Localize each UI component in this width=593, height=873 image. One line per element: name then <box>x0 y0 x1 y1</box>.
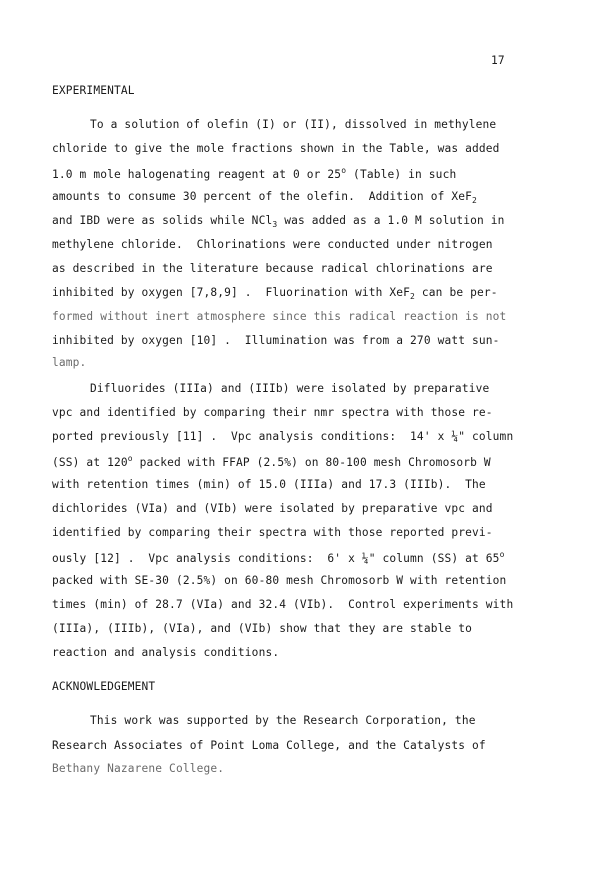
text-line: (IIIa), (IIIb), (VIa), and (VIb) show that they are stable to <box>52 622 473 635</box>
text-line: chloride to give the mole fractions shown in the Table, was added <box>52 142 500 155</box>
text-line: This work was supported by the Research Corporation, the <box>90 714 476 727</box>
text-line: reaction and analysis conditions. <box>52 646 280 659</box>
degree-sign: o <box>341 166 347 175</box>
text-line: 1.0 m mole halogenating reagent at 0 or 25$^o$ (Table) in such <box>52 166 457 181</box>
text-line: Difluorides (IIIa) and (IIIb) were isolated by preparative <box>90 382 490 395</box>
degree-sign: o <box>499 550 505 559</box>
heading-experimental: EXPERIMENTAL <box>52 84 135 97</box>
text-line: times (min) of 28.7 (VIa) and 32.4 (VIb). Control experiments with <box>52 598 514 611</box>
subscript: 3 <box>272 220 278 229</box>
text-line: identified by comparing their spectra with those reported previ- <box>52 526 493 539</box>
text-line: formed without inert atmosphere since this radical reaction is not <box>52 310 507 323</box>
text-line: (SS) at 120$^o$ packed with FFAP (2.5%) on 80-100 mesh Chromosorb W <box>52 454 491 469</box>
text-line: vpc and identified by comparing their nmr spectra with those re- <box>52 406 493 419</box>
degree-sign: o <box>127 454 133 463</box>
text-line: as described in the literature because radical chlorinations are <box>52 262 493 275</box>
text-line: To a solution of olefin (I) or (II), dissolved in methylene <box>90 118 497 131</box>
text-line: and IBD were as solids while NCl$_3$ was added as a 1.0 M solution in <box>52 214 505 229</box>
text-line: methylene chloride. Chlorinations were conducted under nitrogen <box>52 238 493 251</box>
text-line: amounts to consume 30 percent of the olefin. Addition of XeF$_2$ <box>52 190 477 205</box>
subscript: 2 <box>472 196 477 205</box>
text-line: Research Associates of Point Loma College, and the Catalysts of <box>52 739 486 752</box>
heading-acknowledgement: ACKNOWLEDGEMENT <box>52 680 156 693</box>
text-line: ported previously [11] . Vpc analysis conditions: 14' x ¼" column <box>52 430 514 443</box>
page-number: 17 <box>491 54 505 67</box>
text-line: Bethany Nazarene College. <box>52 762 225 775</box>
text-line: with retention times (min) of 15.0 (IIIa) and 17.3 (IIIb). The <box>52 478 486 491</box>
text-line: ously [12] . Vpc analysis conditions: 6' x ¼" column (SS) at 65$^o$ <box>52 550 505 565</box>
text-line: inhibited by oxygen [7,8,9] . Fluorination with XeF$_2$ can be per- <box>52 286 498 301</box>
text-line: lamp. <box>52 356 87 369</box>
subscript: 2 <box>410 292 416 301</box>
text-line: packed with SE-30 (2.5%) on 60-80 mesh Chromosorb W with retention <box>52 574 507 587</box>
text-line: inhibited by oxygen [10] . Illumination was from a 270 watt sun- <box>52 334 500 347</box>
text-line: dichlorides (VIa) and (VIb) were isolated by preparative vpc and <box>52 502 493 515</box>
